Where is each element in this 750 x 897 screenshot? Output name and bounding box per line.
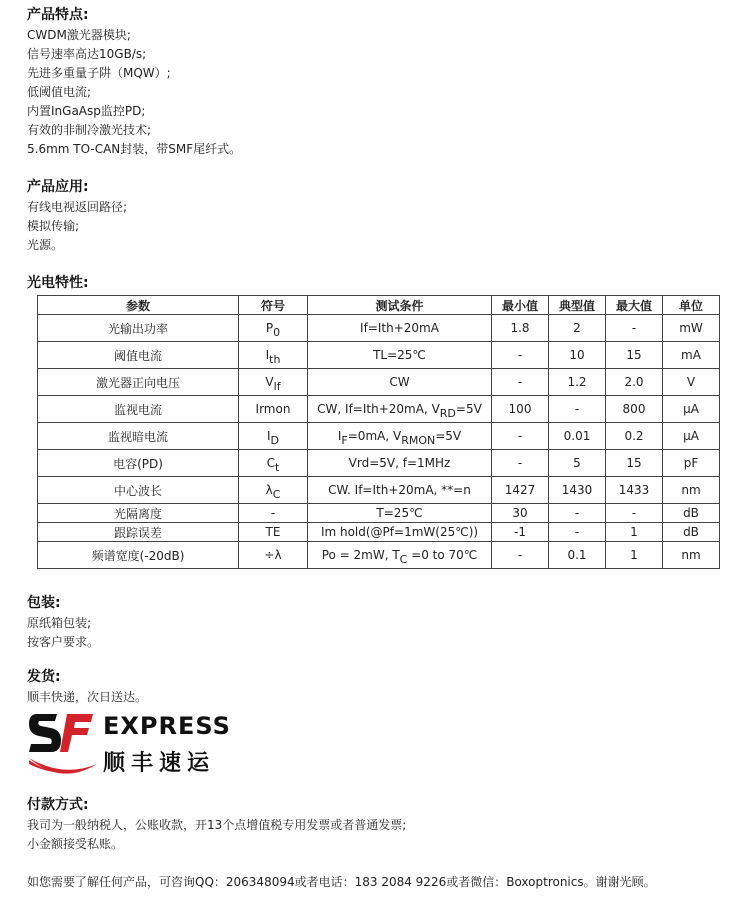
feature-line: 5.6mm TO-CAN封装，带SMF尾纤式。	[27, 142, 242, 156]
spec-table-row	[38, 423, 720, 450]
max-cell-text: 1	[630, 525, 638, 539]
min-cell-text: 1.8	[510, 321, 530, 335]
header-condition: 测试条件	[308, 296, 492, 315]
sf-logo-mark-icon	[27, 708, 99, 784]
typ-cell-text: 10	[569, 348, 585, 362]
min-cell	[492, 477, 549, 504]
param-cell-text: 激光器正向电压	[95, 375, 180, 390]
unit-cell	[663, 504, 720, 523]
typ-cell	[549, 477, 606, 504]
unit-cell-text: nm	[681, 483, 701, 497]
min-cell	[492, 542, 549, 569]
max-cell-text: 15	[626, 456, 642, 470]
unit-cell-text: dB	[683, 506, 699, 520]
spec-table-row	[38, 523, 720, 542]
max-cell	[606, 450, 663, 477]
typ-cell-text: 2	[573, 321, 581, 335]
condition-cell-text: CW. If=Ith+20mA, **=n	[328, 483, 471, 497]
param-cell	[38, 523, 239, 542]
min-cell-text: -1	[514, 525, 526, 539]
header-min: 最小值	[492, 296, 549, 315]
condition-cell	[308, 504, 492, 523]
typ-cell	[549, 369, 606, 396]
unit-cell-text: mW	[679, 321, 703, 335]
spec-table-header-row	[38, 296, 720, 315]
typ-cell	[549, 315, 606, 342]
symbol-cell-text: Irmon	[255, 402, 291, 416]
max-cell-text: 0.2	[624, 429, 644, 443]
condition-cell-text: I	[337, 429, 342, 443]
symbol-cell-text: λ	[265, 483, 273, 497]
param-cell-text: 光输出功率	[107, 321, 168, 336]
condition-cell-subscript: F	[341, 434, 348, 447]
param-cell	[38, 542, 239, 569]
application-line: 光源。	[27, 238, 64, 252]
spec-table-row	[38, 369, 720, 396]
symbol-cell-text: -	[270, 506, 276, 520]
symbol-cell-text: P	[265, 321, 274, 335]
min-cell-text: 1427	[504, 483, 536, 497]
typ-cell	[549, 542, 606, 569]
param-cell	[38, 477, 239, 504]
min-cell	[492, 369, 549, 396]
condition-cell	[308, 450, 492, 477]
min-cell	[492, 396, 549, 423]
symbol-cell-subscript: 0	[273, 326, 281, 339]
symbol-cell-text: TE	[265, 525, 281, 539]
max-cell	[606, 423, 663, 450]
max-cell	[606, 542, 663, 569]
condition-cell-subscript: RD	[439, 407, 456, 420]
payment-section	[27, 796, 406, 854]
header-max: 最大值	[606, 296, 663, 315]
param-cell	[38, 315, 239, 342]
typ-cell-text: 0.1	[567, 548, 587, 562]
typ-cell	[549, 342, 606, 369]
typ-cell-text: 1.2	[567, 375, 587, 389]
condition-cell-text: Po = 2mW, T	[321, 548, 400, 562]
spec-table-row	[38, 342, 720, 369]
symbol-cell	[239, 523, 308, 542]
symbol-cell-subscript: lf	[273, 380, 281, 393]
features-title: 产品特点:	[27, 7, 89, 23]
max-cell-text: 1	[630, 548, 638, 562]
param-cell-text: 监视暗电流	[107, 429, 168, 444]
packaging-line: 按客户要求。	[27, 635, 100, 649]
param-cell-text: 中心波长	[113, 483, 162, 498]
symbol-cell-subscript: D	[270, 434, 280, 447]
unit-cell-text: nm	[681, 548, 701, 562]
param-cell-text: 跟踪误差	[113, 525, 162, 540]
min-cell-text: 100	[508, 402, 532, 416]
unit-cell	[663, 423, 720, 450]
shipping-section	[27, 668, 147, 707]
max-cell	[606, 477, 663, 504]
unit-cell-text: V	[686, 375, 696, 389]
max-cell	[606, 342, 663, 369]
min-cell-text: -	[517, 348, 523, 362]
param-cell	[38, 396, 239, 423]
condition-cell-text: =5V	[435, 429, 462, 443]
symbol-cell	[239, 477, 308, 504]
min-cell-text: -	[517, 375, 523, 389]
packaging-line: 原纸箱包装;	[27, 616, 92, 630]
condition-cell-text: Vrd=5V, f=1MHz	[348, 456, 451, 470]
condition-cell-text: Im hold(@Pf=1mW(25℃))	[320, 525, 479, 539]
optoelectronic-title: 光电特性:	[27, 275, 89, 291]
max-cell-text: -	[631, 506, 637, 520]
condition-cell-text: =0mA, V	[347, 429, 402, 443]
packaging-title: 包装:	[27, 595, 61, 611]
unit-cell-text: mA	[681, 348, 701, 362]
payment-line: 小金额接受私账。	[27, 837, 124, 851]
max-cell	[606, 504, 663, 523]
param-cell	[38, 423, 239, 450]
unit-cell	[663, 342, 720, 369]
max-cell-text: 15	[626, 348, 642, 362]
symbol-cell-text: ÷λ	[264, 548, 282, 562]
typ-cell-text: 1430	[561, 483, 593, 497]
spec-table-row	[38, 450, 720, 477]
typ-cell	[549, 450, 606, 477]
applications-section	[27, 178, 127, 255]
symbol-cell-text: I	[266, 429, 271, 443]
unit-cell	[663, 396, 720, 423]
unit-cell	[663, 523, 720, 542]
param-cell-text: 监视电流	[113, 402, 162, 417]
min-cell-text: -	[517, 548, 523, 562]
spec-table	[37, 295, 720, 569]
symbol-cell-text: I	[265, 348, 270, 362]
payment-title: 付款方式:	[27, 797, 89, 813]
condition-cell-text: CW	[389, 375, 410, 389]
condition-cell-subscript: RMON	[401, 434, 436, 447]
unit-cell-text: μA	[683, 402, 699, 416]
application-line: 模拟传输;	[27, 219, 80, 233]
param-cell	[38, 504, 239, 523]
condition-cell-text: CW, If=Ith+20mA, V	[317, 402, 440, 416]
param-cell-text: 阈值电流	[113, 348, 162, 363]
condition-cell-subscript: C	[399, 553, 408, 566]
spec-table-row	[38, 477, 720, 504]
contact-line: 如您需要了解任何产品，可咨询QQ：206348094或者电话：183 2084 9226或者微信：Boxoptronics。谢谢光顾。	[27, 875, 656, 889]
min-cell	[492, 450, 549, 477]
typ-cell	[549, 523, 606, 542]
unit-cell-text: dB	[683, 525, 699, 539]
unit-cell-text: μA	[683, 429, 699, 443]
feature-line: 信号速率高达10GB/s;	[27, 47, 147, 61]
max-cell	[606, 369, 663, 396]
typ-cell-text: -	[574, 402, 580, 416]
feature-line: 内置InGaAsp监控PD;	[27, 104, 146, 118]
shipping-title: 发货:	[27, 669, 61, 685]
feature-line: CWDM激光器模块;	[27, 28, 131, 42]
min-cell-text: -	[517, 429, 523, 443]
condition-cell-text: =0 to 70℃	[407, 548, 478, 562]
symbol-cell	[239, 342, 308, 369]
packaging-section	[27, 594, 99, 652]
min-cell-text: -	[517, 456, 523, 470]
symbol-cell	[239, 396, 308, 423]
condition-cell	[308, 477, 492, 504]
feature-line: 低阈值电流;	[27, 85, 92, 99]
param-cell	[38, 342, 239, 369]
header-unit: 单位	[663, 296, 720, 315]
condition-cell	[308, 542, 492, 569]
typ-cell-text: 5	[573, 456, 581, 470]
typ-cell-text: 0.01	[563, 429, 591, 443]
param-cell	[38, 369, 239, 396]
symbol-cell	[239, 423, 308, 450]
symbol-cell	[239, 542, 308, 569]
max-cell	[606, 396, 663, 423]
param-cell	[38, 450, 239, 477]
symbol-cell-text: V	[265, 375, 274, 389]
min-cell	[492, 523, 549, 542]
max-cell	[606, 523, 663, 542]
condition-cell	[308, 423, 492, 450]
header-typ: 典型值	[549, 296, 606, 315]
max-cell-text: 1433	[618, 483, 650, 497]
spec-table-row	[38, 315, 720, 342]
application-line: 有线电视返回路径;	[27, 200, 128, 214]
unit-cell	[663, 315, 720, 342]
symbol-cell-subscript: C	[272, 488, 281, 501]
spec-table-row	[38, 542, 720, 569]
symbol-cell-subscript: th	[269, 353, 281, 366]
spec-table-row	[38, 396, 720, 423]
symbol-cell-text: C	[266, 456, 276, 470]
unit-cell	[663, 542, 720, 569]
sf-express-logo	[27, 706, 231, 784]
condition-cell	[308, 523, 492, 542]
min-cell	[492, 315, 549, 342]
condition-cell	[308, 396, 492, 423]
logo-text-express: EXPRESS	[103, 712, 231, 740]
payment-line: 我司为一般纳税人，公账收款，开13个点增值税专用发票或者普通发票;	[27, 818, 407, 832]
min-cell	[492, 423, 549, 450]
shipping-line: 顺丰快递，次日送达。	[27, 690, 148, 704]
symbol-cell-subscript: t	[275, 461, 280, 474]
condition-cell-text: =5V	[455, 402, 482, 416]
header-symbol: 符号	[239, 296, 308, 315]
feature-line: 先进多重量子阱（MQW）;	[27, 66, 171, 80]
spec-table-row	[38, 504, 720, 523]
applications-title: 产品应用:	[27, 179, 89, 195]
typ-cell	[549, 423, 606, 450]
typ-cell	[549, 504, 606, 523]
feature-line: 有效的非制冷激光技术;	[27, 123, 152, 137]
condition-cell-text: TL=25℃	[373, 348, 426, 362]
max-cell	[606, 315, 663, 342]
max-cell-text: 800	[622, 402, 646, 416]
param-cell-text: 频谱宽度(-20dB)	[91, 548, 185, 563]
max-cell-text: -	[631, 321, 637, 335]
condition-cell	[308, 342, 492, 369]
optoelectronic-section	[27, 274, 89, 292]
min-cell-text: 30	[512, 506, 528, 520]
condition-cell-text: T=25℃	[376, 506, 423, 520]
logo-text-chinese: 顺丰速运	[103, 751, 216, 776]
unit-cell	[663, 450, 720, 477]
min-cell	[492, 342, 549, 369]
symbol-cell	[239, 450, 308, 477]
condition-cell-text: If=Ith+20mA	[360, 321, 439, 335]
condition-cell	[308, 315, 492, 342]
symbol-cell	[239, 315, 308, 342]
typ-cell-text: -	[574, 506, 580, 520]
unit-cell	[663, 477, 720, 504]
param-cell-text: 电容(PD)	[113, 456, 163, 471]
min-cell	[492, 504, 549, 523]
features-section	[27, 6, 241, 159]
unit-cell	[663, 369, 720, 396]
symbol-cell	[239, 504, 308, 523]
header-param: 参数	[38, 296, 239, 315]
unit-cell-text: pF	[683, 456, 699, 470]
typ-cell-text: -	[574, 525, 580, 539]
symbol-cell	[239, 369, 308, 396]
condition-cell	[308, 369, 492, 396]
typ-cell	[549, 396, 606, 423]
max-cell-text: 2.0	[624, 375, 644, 389]
param-cell-text: 光隔离度	[113, 506, 162, 521]
